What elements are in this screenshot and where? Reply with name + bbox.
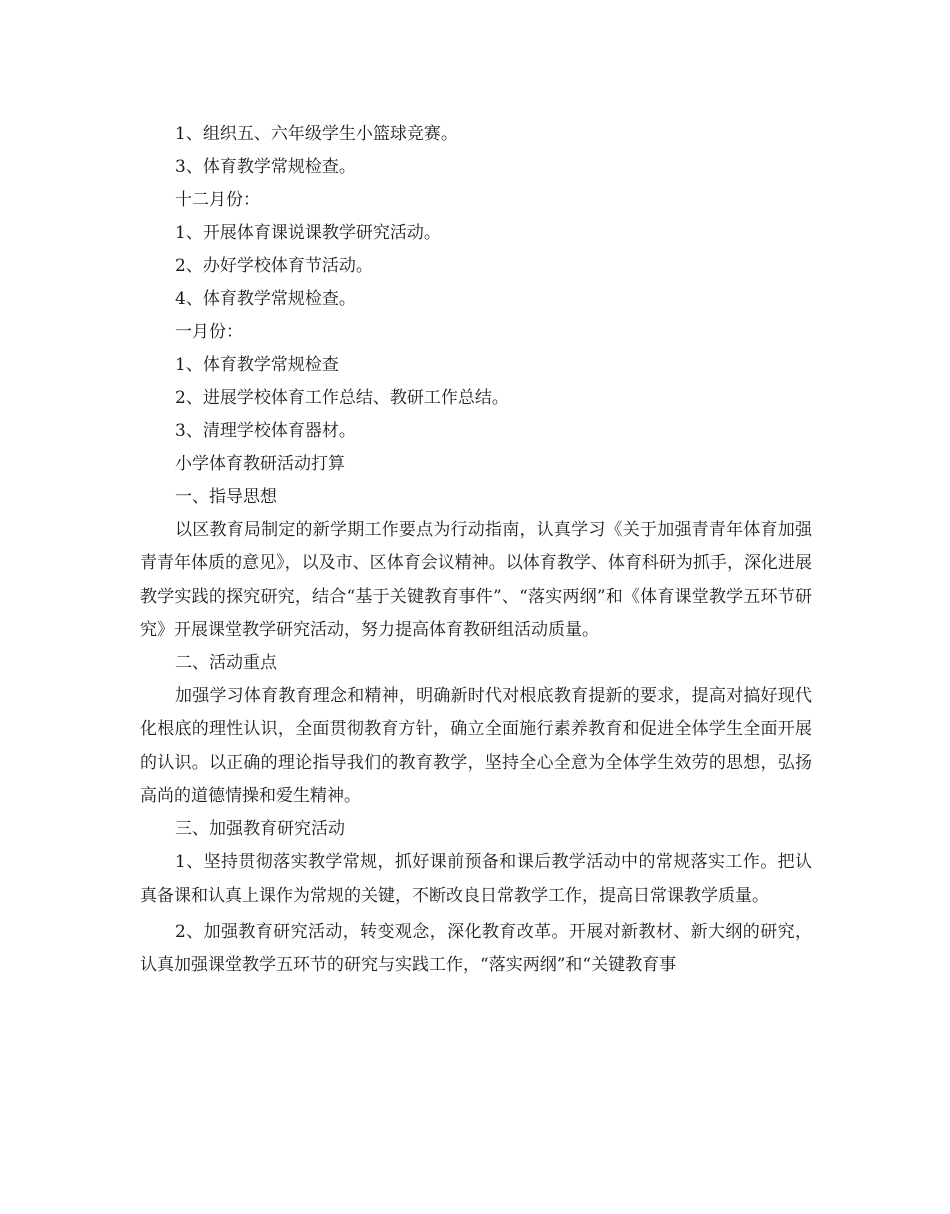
list-item-routine-check-jan: 1、体育教学常规检查 <box>175 355 339 375</box>
research-paragraph-2: 2、加强教育研究活动，转变观念，深化教育改革。开展对新教材、新大纲的研究，认真加强课堂教学五环节的研究与实践工作，“落实两纲”和“关键教育事 <box>140 921 812 976</box>
list-item-routine-check-nov: 3、体育教学常规检查。 <box>175 157 356 177</box>
guiding-paragraph: 以区教育局制定的新学期工作要点为行动指南，认真学习《关于加强青青年体育加强青青年体质的意见》，以及市、区体育会议精神。以体育教学、体育科研为抓手，深化进展教学实践的探究研究，结合“基于关键教育事件”、“落实两纲”和《体育课堂教学五环节研究》开展课堂教学研究活动，努力提高体育教研组活动质量。 <box>140 520 812 640</box>
section-heading-focus: 二、活动重点 <box>175 653 277 674</box>
list-item-lesson-research: 1、开展体育课说课教学研究活动。 <box>175 223 441 243</box>
focus-paragraph: 加强学习体育教育理念和精神，明确新时代对根底教育提新的要求，提高对搞好现代化根底的理性认识，全面贯彻教育方针，确立全面施行素养教育和促进全体学生全面开展的认识。以正确的理论指导我们的教育教学，坚持全心全意为全体学生效劳的思想，弘扬高尚的道德情操和爱生精神。 <box>140 686 812 807</box>
list-item-work-summary: 2、进展学校体育工作总结、教研工作总结。 <box>175 388 509 408</box>
research-paragraph-1: 1、坚持贯彻落实教学常规，抓好课前预备和课后教学活动中的常规落实工作。把认真备课和认真上课作为常规的关键，不断改良日常教学工作，提高日常课教学质量。 <box>140 852 812 906</box>
month-heading-december: 十二月份： <box>175 190 260 210</box>
document-body <box>140 118 812 983</box>
list-item-sports-festival: 2、办好学校体育节活动。 <box>175 256 373 276</box>
month-heading-january: 一月份： <box>175 322 243 342</box>
list-item-equipment: 3、清理学校体育器材。 <box>175 421 356 441</box>
list-item-basketball: 1、组织五、六年级学生小篮球竞赛。 <box>175 124 458 144</box>
document-title: 小学体育教研活动打算 <box>175 454 345 474</box>
section-heading-guiding: 一、指导思想 <box>175 487 277 507</box>
section-heading-research: 三、加强教育研究活动 <box>175 819 345 840</box>
list-item-routine-check-dec: 4、体育教学常规检查。 <box>175 289 356 309</box>
